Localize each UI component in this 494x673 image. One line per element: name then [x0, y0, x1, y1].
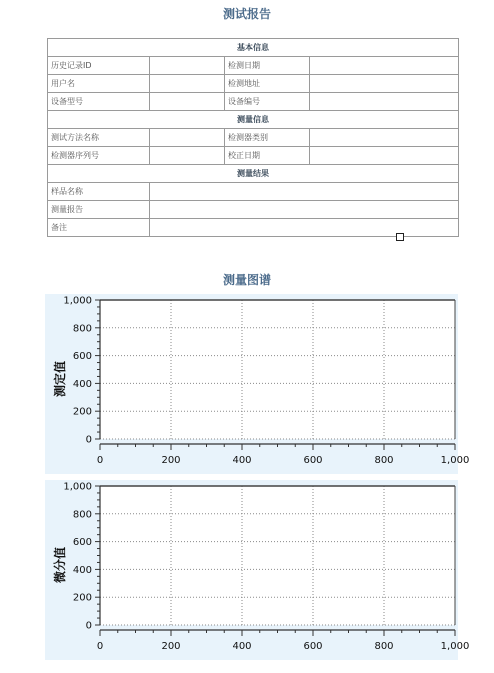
value-test-method — [150, 129, 225, 147]
x-tick-label: 400 — [232, 455, 252, 466]
section-measure-result: 测量结果 — [48, 165, 459, 183]
x-tick-label: 600 — [303, 641, 323, 652]
label-sample-name: 样品名称 — [48, 183, 150, 201]
y-tick-label: 600 — [72, 537, 92, 549]
resize-handle[interactable] — [396, 233, 404, 241]
label-detect-address: 检测地址 — [225, 75, 310, 93]
x-tick-label: 800 — [374, 641, 394, 652]
report-table — [47, 38, 459, 237]
x-tick-label: 0 — [96, 641, 104, 652]
x-tick-label: 1,000 — [440, 641, 470, 652]
value-username — [150, 75, 225, 93]
y-tick-label: 800 — [72, 509, 92, 521]
measured-value-plot — [45, 294, 470, 474]
y-tick-label: 400 — [72, 564, 92, 576]
x-tick-label: 0 — [96, 455, 104, 466]
plot-area — [100, 300, 455, 439]
y-tick-label: 600 — [72, 351, 92, 363]
measured-value-axis-label: 测定值 — [53, 361, 67, 398]
derivative-value-plot — [45, 480, 470, 660]
y-tick-label: 0 — [85, 434, 92, 446]
derivative-value-axis-label: 微分值 — [53, 547, 67, 584]
y-tick-label: 800 — [72, 323, 92, 335]
label-device-number: 设备编号 — [225, 93, 310, 111]
label-detector-type: 检测器类别 — [225, 129, 310, 147]
y-tick-label: 400 — [72, 378, 92, 390]
label-test-method: 测试方法名称 — [48, 129, 150, 147]
measured-value-chart — [45, 294, 470, 474]
plot-area — [100, 486, 455, 625]
label-detector-serial: 检测器序列号 — [48, 147, 150, 165]
value-history-id — [150, 57, 225, 75]
section-basic-info: 基本信息 — [48, 39, 459, 57]
label-device-model: 设备型号 — [48, 93, 150, 111]
x-tick-label: 600 — [303, 455, 323, 466]
y-tick-label: 1,000 — [63, 295, 92, 307]
label-calibration-date: 校正日期 — [225, 147, 310, 165]
x-tick-label: 200 — [161, 455, 181, 466]
value-device-number — [310, 93, 459, 111]
label-history-id: 历史记录ID — [48, 57, 150, 75]
value-calibration-date — [310, 147, 459, 165]
value-detector-serial — [150, 147, 225, 165]
value-measure-report — [150, 201, 459, 219]
value-device-model — [150, 93, 225, 111]
x-tick-label: 800 — [374, 455, 394, 466]
x-tick-label: 200 — [161, 641, 181, 652]
value-remark — [150, 219, 459, 237]
value-detect-date — [310, 57, 459, 75]
section-measure-info: 测量信息 — [48, 111, 459, 129]
label-detect-date: 检测日期 — [225, 57, 310, 75]
x-tick-label: 400 — [232, 641, 252, 652]
spectrum-title: 测量图谱 — [222, 273, 271, 287]
y-tick-label: 0 — [85, 620, 92, 632]
y-tick-label: 200 — [72, 592, 92, 604]
value-detector-type — [310, 129, 459, 147]
label-measure-report: 测量报告 — [48, 201, 150, 219]
x-tick-label: 1,000 — [440, 455, 470, 466]
value-detect-address — [310, 75, 459, 93]
y-tick-label: 1,000 — [63, 481, 92, 493]
label-username: 用户名 — [48, 75, 150, 93]
value-sample-name — [150, 183, 459, 201]
y-tick-label: 200 — [72, 406, 92, 418]
derivative-value-chart — [45, 480, 470, 660]
report-title: 测试报告 — [222, 7, 271, 21]
label-remark: 备注 — [48, 219, 150, 237]
